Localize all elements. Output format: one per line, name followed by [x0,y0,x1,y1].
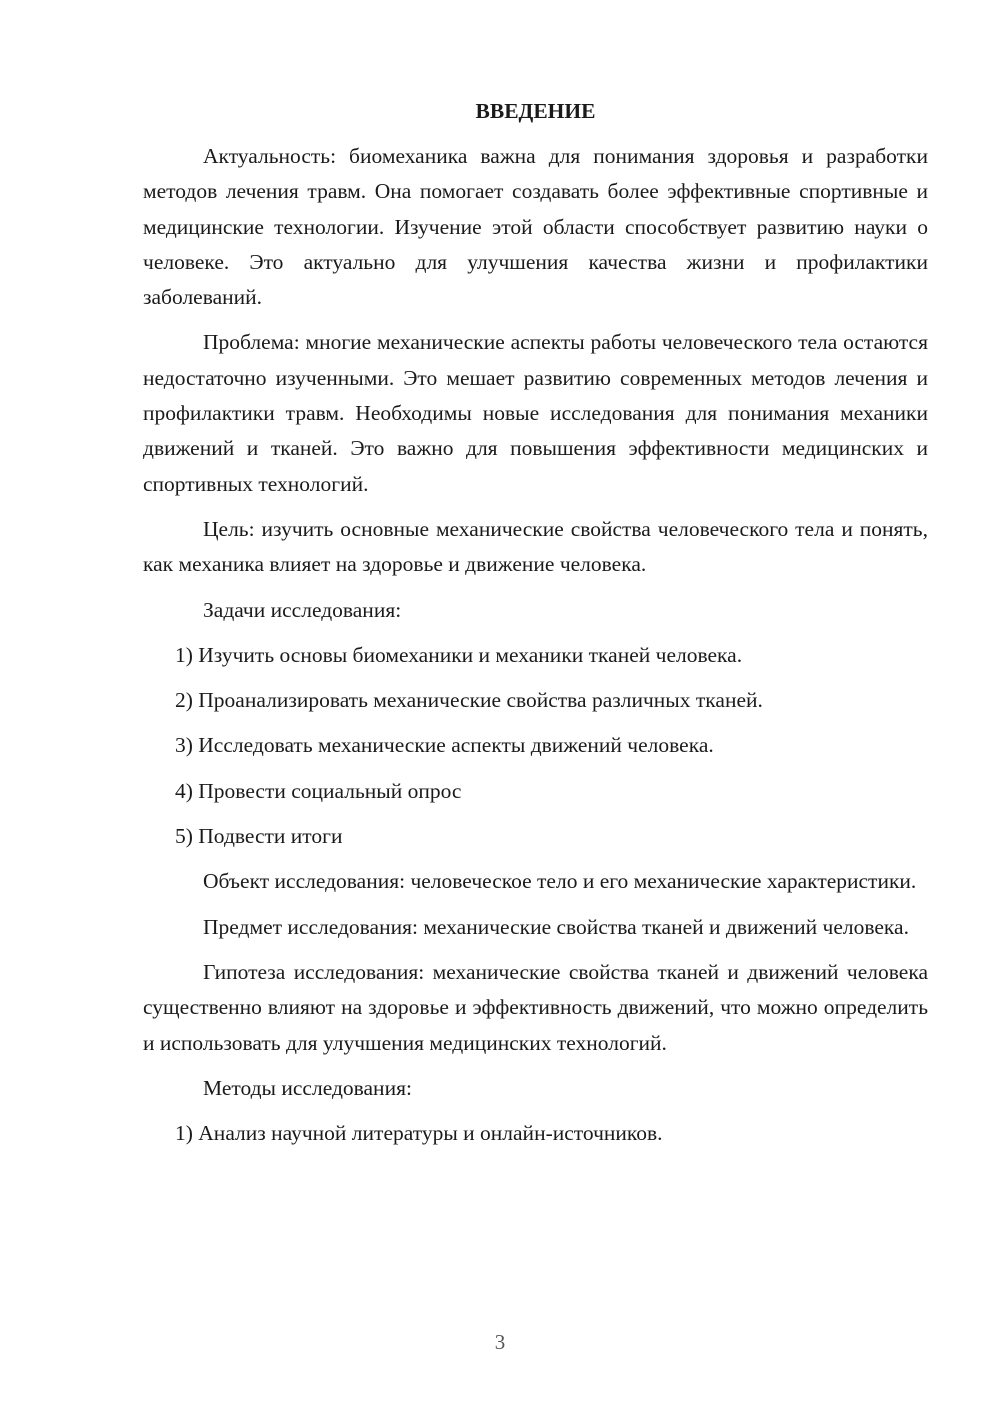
paragraph-relevance: Актуальность: биомеханика важна для понимания здоровья и разработки методов лечения травм. Она помогает создавать более эффективные спортивные и медицинские технологии. Изучение этой области способствует развитию науки о человеке. Это актуально для улучшения качества жизни и профилактики заболеваний. [143,144,928,310]
section-title: ВВЕДЕНИЕ [475,99,596,123]
paragraph-subject: Предмет исследования: механические свойства тканей и движений человека. [203,914,909,939]
tasks-heading: Задачи исследования: [203,597,402,622]
task-item-4: 4) Провести социальный опрос [175,778,462,803]
paragraph-object: Объект исследования: человеческое тело и его механические характеристики. [203,869,917,894]
page-number: 3 [494,1330,506,1354]
task-item-3: 3) Исследовать механические аспекты движений человека. [175,733,714,758]
paragraph-goal: Цель: изучить основные механические свойства человеческого тела и понять, как механика влияет на здоровье и движение человека. [143,516,928,577]
method-item-1: 1) Анализ научной литературы и онлайн-источников. [175,1121,663,1146]
task-item-5: 5) Подвести итоги [175,824,343,849]
task-item-1: 1) Изучить основы биомеханики и механики тканей человека. [175,642,743,667]
task-item-2: 2) Проанализировать механические свойства различных тканей. [175,688,763,713]
paragraph-hypothesis: Гипотеза исследования: механические свойства тканей и движений человека существенно влияют на здоровье и эффективность движений, что можно определить и использовать для улучшения медицинских технологий. [143,959,928,1055]
page-content [143,94,928,1161]
paragraph-problem: Проблема: многие механические аспекты работы человеческого тела остаются недостаточно изученными. Это мешает развитию современных методов лечения и профилактики травм. Необходимы новые исследования для понимания механики движений и тканей. Это важно для повышения эффективности медицинских и спортивных технологий. [143,330,928,496]
methods-heading: Методы исследования: [203,1075,412,1100]
